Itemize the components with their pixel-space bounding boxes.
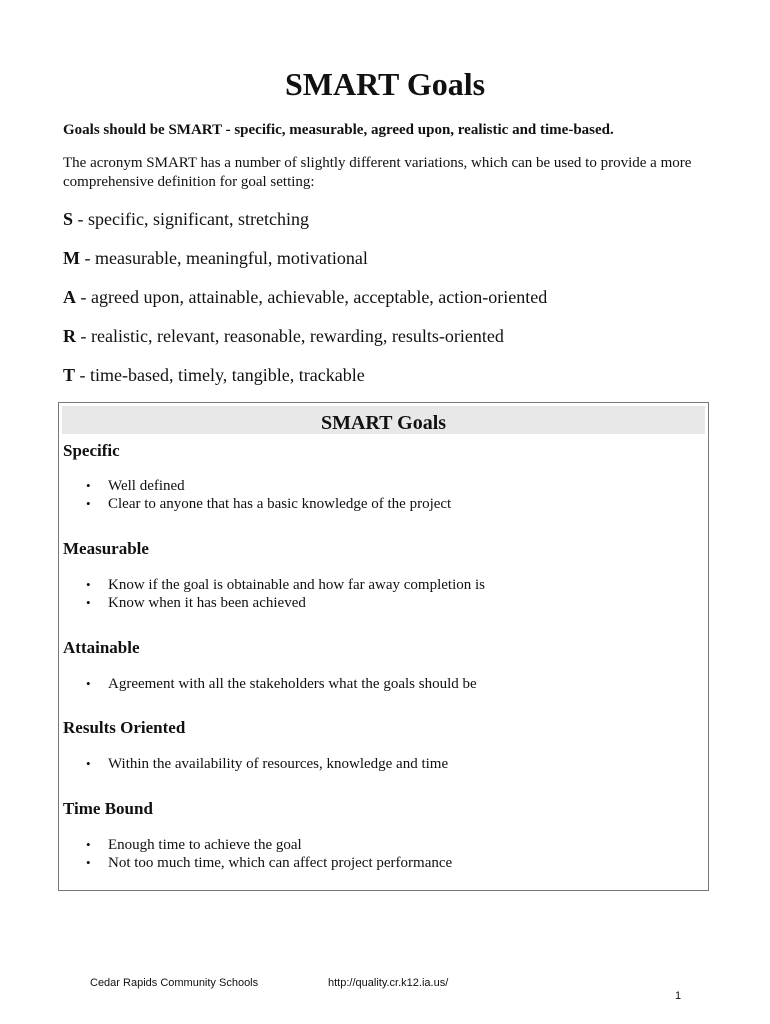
section-title-specific: Specific	[63, 441, 120, 460]
list-item: • Clear to anyone that has a basic knowledge of the project	[86, 496, 452, 512]
acronym-definition: - specific, significant, stretching	[73, 209, 309, 229]
acronym-item-r	[63, 324, 547, 363]
bullet-list-time-bound	[59, 836, 452, 872]
smart-goals-box	[58, 402, 709, 891]
list-item: • Enough time to achieve the goal	[86, 837, 302, 853]
footer-url: http://quality.cr.k12.ia.us/	[328, 977, 449, 989]
bullet-icon: •	[86, 577, 91, 592]
bullet-icon: •	[86, 595, 91, 610]
list-item: • Within the availability of resources, knowledge and time	[86, 756, 449, 772]
section-title-results-oriented: Results Oriented	[63, 718, 186, 737]
list-item: • Know if the goal is obtainable and how far away completion is	[86, 577, 485, 593]
acronym-definition: - realistic, relevant, reasonable, rewarding, results-oriented	[76, 326, 504, 346]
section-title-attainable: Attainable	[63, 638, 140, 657]
bullet-icon: •	[86, 855, 91, 870]
bullet-list-specific	[59, 477, 451, 513]
bullet-list-measurable	[59, 576, 485, 612]
footer-organization: Cedar Rapids Community Schools	[90, 977, 259, 989]
list-item: • Agreement with all the stakeholders what the goals should be	[86, 676, 477, 692]
bullet-icon: •	[86, 478, 91, 493]
list-item: • Know when it has been achieved	[86, 595, 306, 611]
bullet-list-results-oriented	[59, 755, 448, 773]
acronym-letter: M	[63, 248, 80, 268]
section-title-time-bound: Time Bound	[63, 799, 153, 818]
list-item: • Well defined	[86, 478, 185, 494]
acronym-definition: - agreed upon, attainable, achievable, acceptable, action-oriented	[76, 287, 548, 307]
intro-paragraph: The acronym SMART has a number of slightly different variations, which can be used to provide a more comprehensive definition for goal setting:	[63, 155, 692, 190]
acronym-item-m	[63, 246, 547, 285]
acronym-letter: A	[63, 287, 76, 307]
acronym-item-t	[63, 363, 547, 402]
acronym-item-s	[63, 207, 547, 246]
bullet-list-attainable	[59, 675, 477, 693]
intro-summary: Goals should be SMART - specific, measurable, agreed upon, realistic and time-based.	[63, 122, 614, 138]
acronym-definition: - measurable, meaningful, motivational	[80, 248, 368, 268]
acronym-letter: R	[63, 326, 76, 346]
list-item: • Not too much time, which can affect project performance	[86, 855, 453, 871]
acronym-item-a	[63, 285, 547, 324]
page-number: 1	[675, 990, 682, 1002]
acronym-letter: T	[63, 365, 76, 385]
box-heading: SMART Goals	[62, 406, 705, 434]
acronym-list	[63, 207, 547, 402]
page-title: SMART Goals	[284, 66, 486, 102]
section-title-measurable: Measurable	[63, 539, 149, 558]
acronym-letter: S	[63, 209, 74, 229]
bullet-icon: •	[86, 756, 91, 771]
bullet-icon: •	[86, 837, 91, 852]
acronym-definition: - time-based, timely, tangible, trackable	[75, 365, 365, 385]
bullet-icon: •	[86, 496, 91, 511]
bullet-icon: •	[86, 676, 91, 691]
